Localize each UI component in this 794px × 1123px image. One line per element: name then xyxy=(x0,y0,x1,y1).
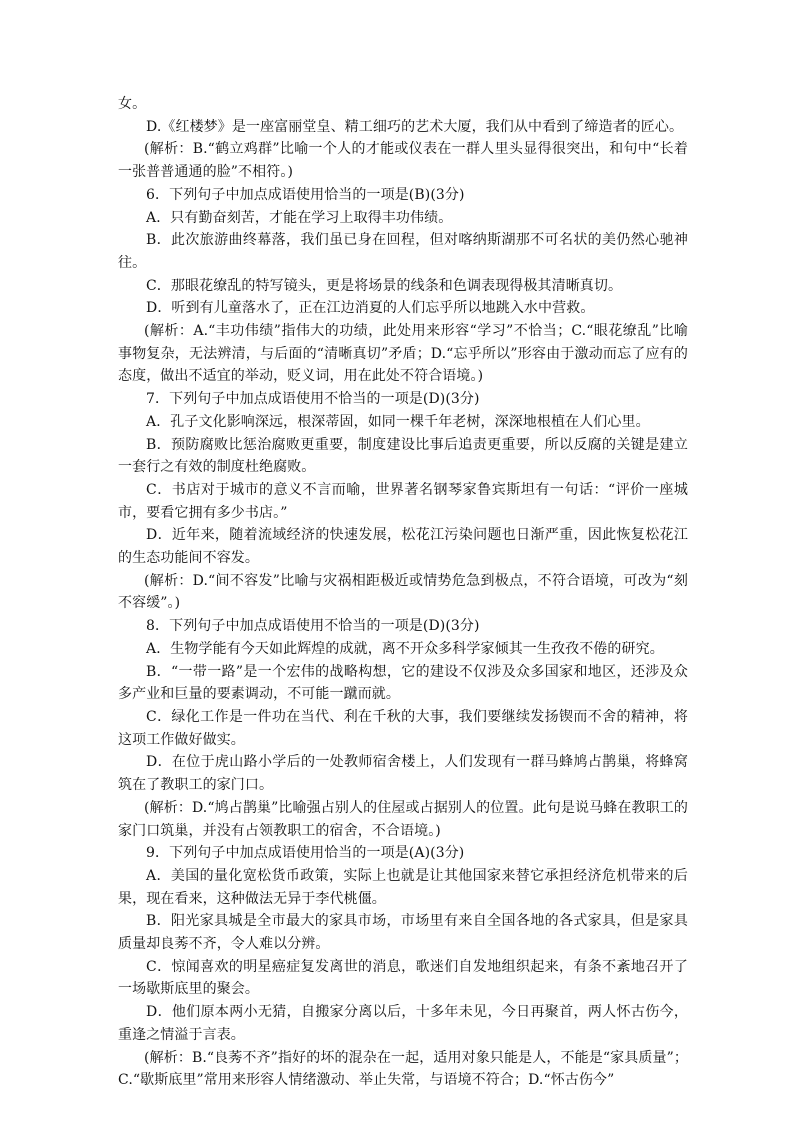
option-line: D．近年来，随着流域经济的快速发展，松花江污染问题也日渐严重，因此恢复松花江的生态功能间不容发。 xyxy=(118,527,688,567)
option-line: C．书店对于城市的意义不言而喻，世界著名钢琴家鲁宾斯坦有一句话：“评价一座城市，要看它拥有多少书店。” xyxy=(118,481,688,521)
continuation-line: 女。 xyxy=(118,96,147,112)
question-7: 7．下列句子中加点成语使用不恰当的一项是(D)(3分) xyxy=(146,391,480,408)
option-line: A．生物学能有今天如此辉煌的成就，离不开众多科学家倾其一生孜孜不倦的研究。 xyxy=(146,640,664,657)
option-line: D.《红楼梦》是一座富丽堂皇、精工细巧的艺术大厦，我们从中看到了缔造者的匠心。 xyxy=(146,118,684,135)
option-line: D．他们原本两小无猜，自搬家分离以后，十多年未见，今日再聚首，两人怀古伤今，重逢之情溢于言表。 xyxy=(118,1004,688,1043)
option-line: B．此次旅游曲终幕落，我们虽已身在回程，但对喀纳斯湖那不可名状的美仍然心驰神往。 xyxy=(118,232,688,271)
option-line: B．阳光家具城是全市最大的家具市场，市场里有来自全国各地的各式家具，但是家具质量却良莠不齐，令人难以分辨。 xyxy=(118,913,688,953)
analysis-paragraph: (解析：D.“鸠占鹊巢”比喻强占别人的住屋或占据别人的位置。此句是说马蜂在教职工的家门口筑巢，并没有占领教职工的宿舍，不合语境。) xyxy=(118,799,688,839)
option-line: A．孔子文化影响深远，根深蒂固，如同一棵千年老树，深深地根植在人们心里。 xyxy=(146,413,650,430)
option-line: D．听到有儿童落水了，正在江边消夏的人们忘乎所以地跳入水中营救。 xyxy=(146,300,595,317)
option-line: C．绿化工作是一件功在当代、利在千秋的大事，我们要继续发扬锲而不舍的精神，将这项工作做好做实。 xyxy=(118,708,688,748)
analysis-paragraph: (解析：D.“间不容发”比喻与灾祸相距极近或情势危急到极点，不符合语境，可改为“刻不容缓”。) xyxy=(118,572,688,612)
option-line: C．那眼花缭乱的特写镜头，更是将场景的线条和色调表现得极其清晰真切。 xyxy=(146,277,623,294)
question-8: 8．下列句子中加点成语使用不恰当的一项是(D)(3分) xyxy=(146,618,480,635)
analysis-paragraph: (解析：B.“良莠不齐”指好的坏的混杂在一起，适用对象只能是人，不能是“家具质量”；C.“歇斯底里”常用来形容人情绪激动、举止失常，与语境不符合；D.“怀古伤今” xyxy=(118,1049,688,1089)
option-line: C．惊闻喜欢的明星癌症复发离世的消息，歌迷们自发地组织起来，有条不紊地召开了一场歇斯底里的聚会。 xyxy=(118,958,688,998)
option-line: B．“一带一路”是一个宏伟的战略构想，它的建设不仅涉及众多国家和地区，还涉及众多产业和巨量的要素调动，不可能一蹴而就。 xyxy=(118,663,688,703)
analysis-paragraph: (解析：A.“丰功伟绩”指伟大的功绩，此处用来形容“学习”不恰当；C.“眼花缭乱”比喻事物复杂，无法辨清，与后面的“清晰真切”矛盾；D.“忘乎所以”形容由于激动而忘了应有的态度，做出不适宜的举动，贬义词，用在此处不符合语境。) xyxy=(118,323,688,385)
question-6: 6．下列句子中加点成语使用恰当的一项是(B)(3分) xyxy=(146,186,465,203)
analysis-paragraph: (解析：B.“鹤立鸡群”比喻一个人的才能或仪表在一群人里头显得很突出，和句中“长着一张普普通通的脸”不相符。) xyxy=(118,141,688,181)
option-line: D．在位于虎山路小学后的一处教师宿舍楼上，人们发现有一群马蜂鸠占鹊巢，将蜂窝筑在了教职工的家门口。 xyxy=(118,754,688,794)
option-line: B．预防腐败比惩治腐败更重要，制度建设比事后追责更重要，所以反腐的关键是建立一套行之有效的制度杜绝腐败。 xyxy=(118,436,688,476)
question-9: 9．下列句子中加点成语使用恰当的一项是(A)(3分) xyxy=(146,845,465,862)
option-line: A．只有勤奋刻苦，才能在学习上取得丰功伟绩。 xyxy=(146,209,453,226)
document-body xyxy=(118,93,688,1092)
option-line: A．美国的量化宽松货币政策，实际上也就是让其他国家来替它承担经济危机带来的后果，现在看来，这种做法无异于李代桃僵。 xyxy=(118,867,688,907)
